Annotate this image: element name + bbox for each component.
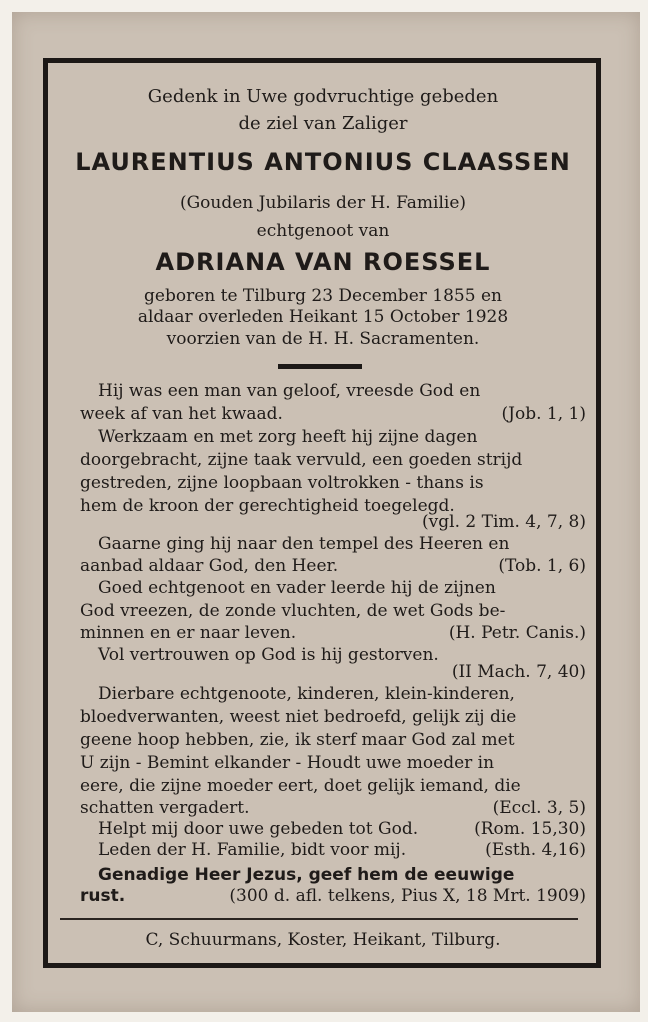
verse-4-line-2: God vreezen, de zonde vluchten, de wet Gods be- xyxy=(80,601,506,621)
verse-7-line xyxy=(60,819,586,839)
verse-5-reference: (II Mach. 7, 40) xyxy=(451,662,586,682)
verse-6-line-2: bloedverwanten, weest niet bedroefd, gelijk zij die xyxy=(80,707,517,727)
verse-4-line-3 xyxy=(60,623,586,643)
footer-rule xyxy=(60,918,578,920)
verse-1-line-1: Hij was een man van geloof, vreesde God en xyxy=(98,381,481,401)
header-line-2: de ziel van Zaliger xyxy=(238,113,408,134)
verse-2-reference: (vgl. 2 Tim. 4, 7, 8) xyxy=(422,512,586,532)
verse-6-reference: (Eccl. 3, 5) xyxy=(492,798,586,818)
verse-3-line-2 xyxy=(60,556,586,576)
verse-2-line-3: gestreden, zijne loopbaan voltrokken - thans is xyxy=(80,473,484,493)
prayer-line-2 xyxy=(60,886,586,906)
verse-8-reference: (Esth. 4,16) xyxy=(485,840,586,860)
verse-7-text: Helpt mij door uwe gebeden tot God. xyxy=(98,819,419,839)
verse-1-reference: (Job. 1, 1) xyxy=(501,404,586,424)
prayer-line-1: Genadige Heer Jezus, geef hem de eeuwige xyxy=(98,865,515,885)
verse-5-line-1: Vol vertrouwen op God is hij gestorven. xyxy=(98,645,439,665)
death-line: aldaar overleden Heikant 15 October 1928 xyxy=(137,307,509,327)
verse-4-reference: (H. Petr. Canis.) xyxy=(448,623,586,643)
sacraments-line: voorzien van de H. H. Sacramenten. xyxy=(166,329,480,349)
verse-3-reference: (Tob. 1, 6) xyxy=(498,556,586,576)
verse-8-text: Leden der H. Familie, bidt voor mij. xyxy=(98,840,407,860)
verse-3-text: aanbad aldaar God, den Heer. xyxy=(80,556,339,576)
verse-6-line-1: Dierbare echtgenoote, kinderen, klein-kinderen, xyxy=(98,684,515,704)
verse-1-text: week af van het kwaad. xyxy=(80,404,283,424)
verse-6-line-3: geene hoop hebben, zie, ik sterf maar God zal met xyxy=(80,730,515,750)
indulgence-note: (300 d. afl. telkens, Pius X, 18 Mrt. 1909) xyxy=(229,886,586,906)
ornamental-divider xyxy=(278,364,362,369)
verse-2-line-1: Werkzaam en met zorg heeft hij zijne dagen xyxy=(98,427,478,447)
spouse-intro: echtgenoot van xyxy=(256,221,390,241)
prayer-rest-word: rust. xyxy=(80,886,126,906)
verse-6-line-4: U zijn - Bemint elkander - Houdt uwe moeder in xyxy=(80,753,495,773)
verse-6-text: schatten vergadert. xyxy=(80,798,250,818)
printer-credit: C, Schuurmans, Koster, Heikant, Tilburg. xyxy=(145,930,501,950)
verse-3-line-1: Gaarne ging hij naar den tempel des Heeren en xyxy=(98,534,510,554)
deceased-title: (Gouden Jubilaris der H. Familie) xyxy=(179,193,467,213)
deceased-name: LAURENTIUS ANTONIUS CLAASSEN xyxy=(75,148,571,176)
header-line-1: Gedenk in Uwe godvruchtige gebeden xyxy=(147,86,499,107)
verse-2-line-4: hem de kroon der gerechtigheid toegelegd. xyxy=(80,496,455,516)
verse-7-reference: (Rom. 15,30) xyxy=(474,819,586,839)
spouse-name: ADRIANA VAN ROESSEL xyxy=(155,248,491,276)
verse-4-text: minnen en er naar leven. xyxy=(80,623,297,643)
verse-4-line-1: Goed echtgenoot en vader leerde hij de zijnen xyxy=(98,578,496,598)
verse-2-line-2: doorgebracht, zijne taak vervuld, een goeden strijd xyxy=(80,450,523,470)
verse-8-line xyxy=(60,840,586,860)
birth-line: geboren te Tilburg 23 December 1855 en xyxy=(144,286,502,306)
verse-6-line-6 xyxy=(60,798,586,818)
verse-6-line-5: eere, die zijne moeder eert, doet gelijk iemand, die xyxy=(80,776,521,796)
verse-1-line-2 xyxy=(60,404,586,424)
